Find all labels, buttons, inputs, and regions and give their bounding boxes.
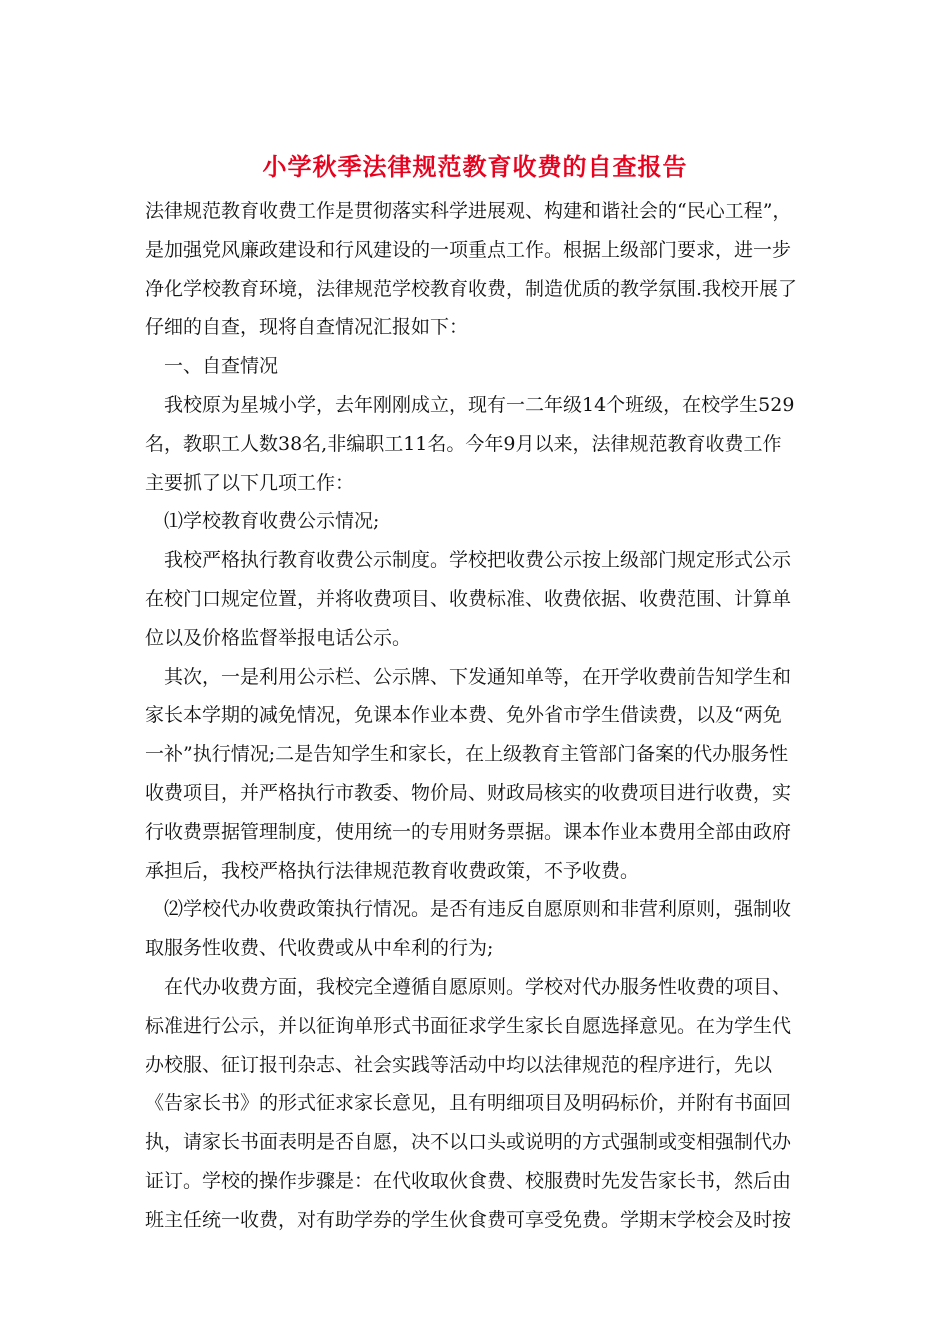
body-line: ⑴学校教育收费公示情况;: [164, 510, 380, 533]
body-line: 我校原为星城小学，去年刚刚成立，现有一二年级14个班级，在校学生529: [164, 393, 795, 416]
body-line: 是加强党风廉政建设和行风建设的一项重点工作。根据上级部门要求，进一步: [145, 238, 792, 261]
body-line: 主要抓了以下几项工作：: [145, 471, 355, 494]
body-line: 在代办收费方面，我校完全遵循自愿原则。学校对代办服务性收费的项目、: [164, 975, 792, 998]
body-line: 班主任统一收费，对有助学券的学生伙食费可享受免费。学期末学校会及时按: [145, 1208, 792, 1231]
body-line: 一、自查情况: [164, 355, 279, 378]
body-line: 名，教职工人数38名,非编职工11名。今年9月以来，法律规范教育收费工作: [145, 432, 782, 455]
body-line: 收费项目，并严格执行市教委、物价局、财政局核实的收费项目进行收费，实: [145, 781, 792, 804]
body-line: 其次，一是利用公示栏、公示牌、下发通知单等，在开学收费前告知学生和: [164, 665, 792, 688]
body-line: 法律规范教育收费工作是贯彻落实科学进展观、构建和谐社会的“民心工程”，: [145, 200, 792, 222]
body-line: 执，请家长书面表明是否自愿，决不以口头或说明的方式强制或变相强制代办: [145, 1131, 792, 1154]
document-title: 小学秋季法律规范教育收费的自查报告: [262, 153, 688, 181]
body-line: 标准进行公示，并以征询单形式书面征求学生家长自愿选择意见。在为学生代: [145, 1014, 792, 1037]
body-line: 在校门口规定位置，并将收费项目、收费标准、收费依据、收费范围、计算单: [145, 587, 792, 610]
document-body: [145, 192, 813, 1240]
body-line: ⑵学校代办收费政策执行情况。是否有违反自愿原则和非营利原则，强制收: [164, 898, 792, 921]
body-line: 仔细的自查，现将自查情况汇报如下：: [145, 316, 469, 339]
body-line: 位以及价格监督举报电话公示。: [145, 626, 412, 649]
body-line: 净化学校教育环境，法律规范学校教育收费，制造优质的教学氛围.我校开展了: [145, 277, 798, 300]
body-line: 我校严格执行教育收费公示制度。学校把收费公示按上级部门规定形式公示: [164, 549, 792, 572]
body-line: 办校服、征订报刊杂志、社会实践等活动中均以法律规范的程序进行，先以: [145, 1053, 773, 1076]
body-line: 一补”执行情况;二是告知学生和家长，在上级教育主管部门备案的代办服务性: [145, 743, 789, 766]
body-line: 行收费票据管理制度，使用统一的专用财务票据。课本作业本费用全部由政府: [145, 820, 792, 843]
body-line: 《告家长书》的形式征求家长意见，且有明细项目及明码标价，并附有书面回: [145, 1092, 792, 1115]
body-line: 承担后，我校严格执行法律规范教育收费政策，不予收费。: [145, 859, 640, 882]
body-line: 取服务性收费、代收费或从中牟利的行为;: [145, 937, 494, 960]
body-line: 家长本学期的减免情况，免课本作业本费、免外省市学生借读费，以及“两免: [145, 704, 782, 727]
body-line: 证订。学校的操作步骤是：在代收取伙食费、校服费时先发告家长书，然后由: [145, 1169, 792, 1192]
